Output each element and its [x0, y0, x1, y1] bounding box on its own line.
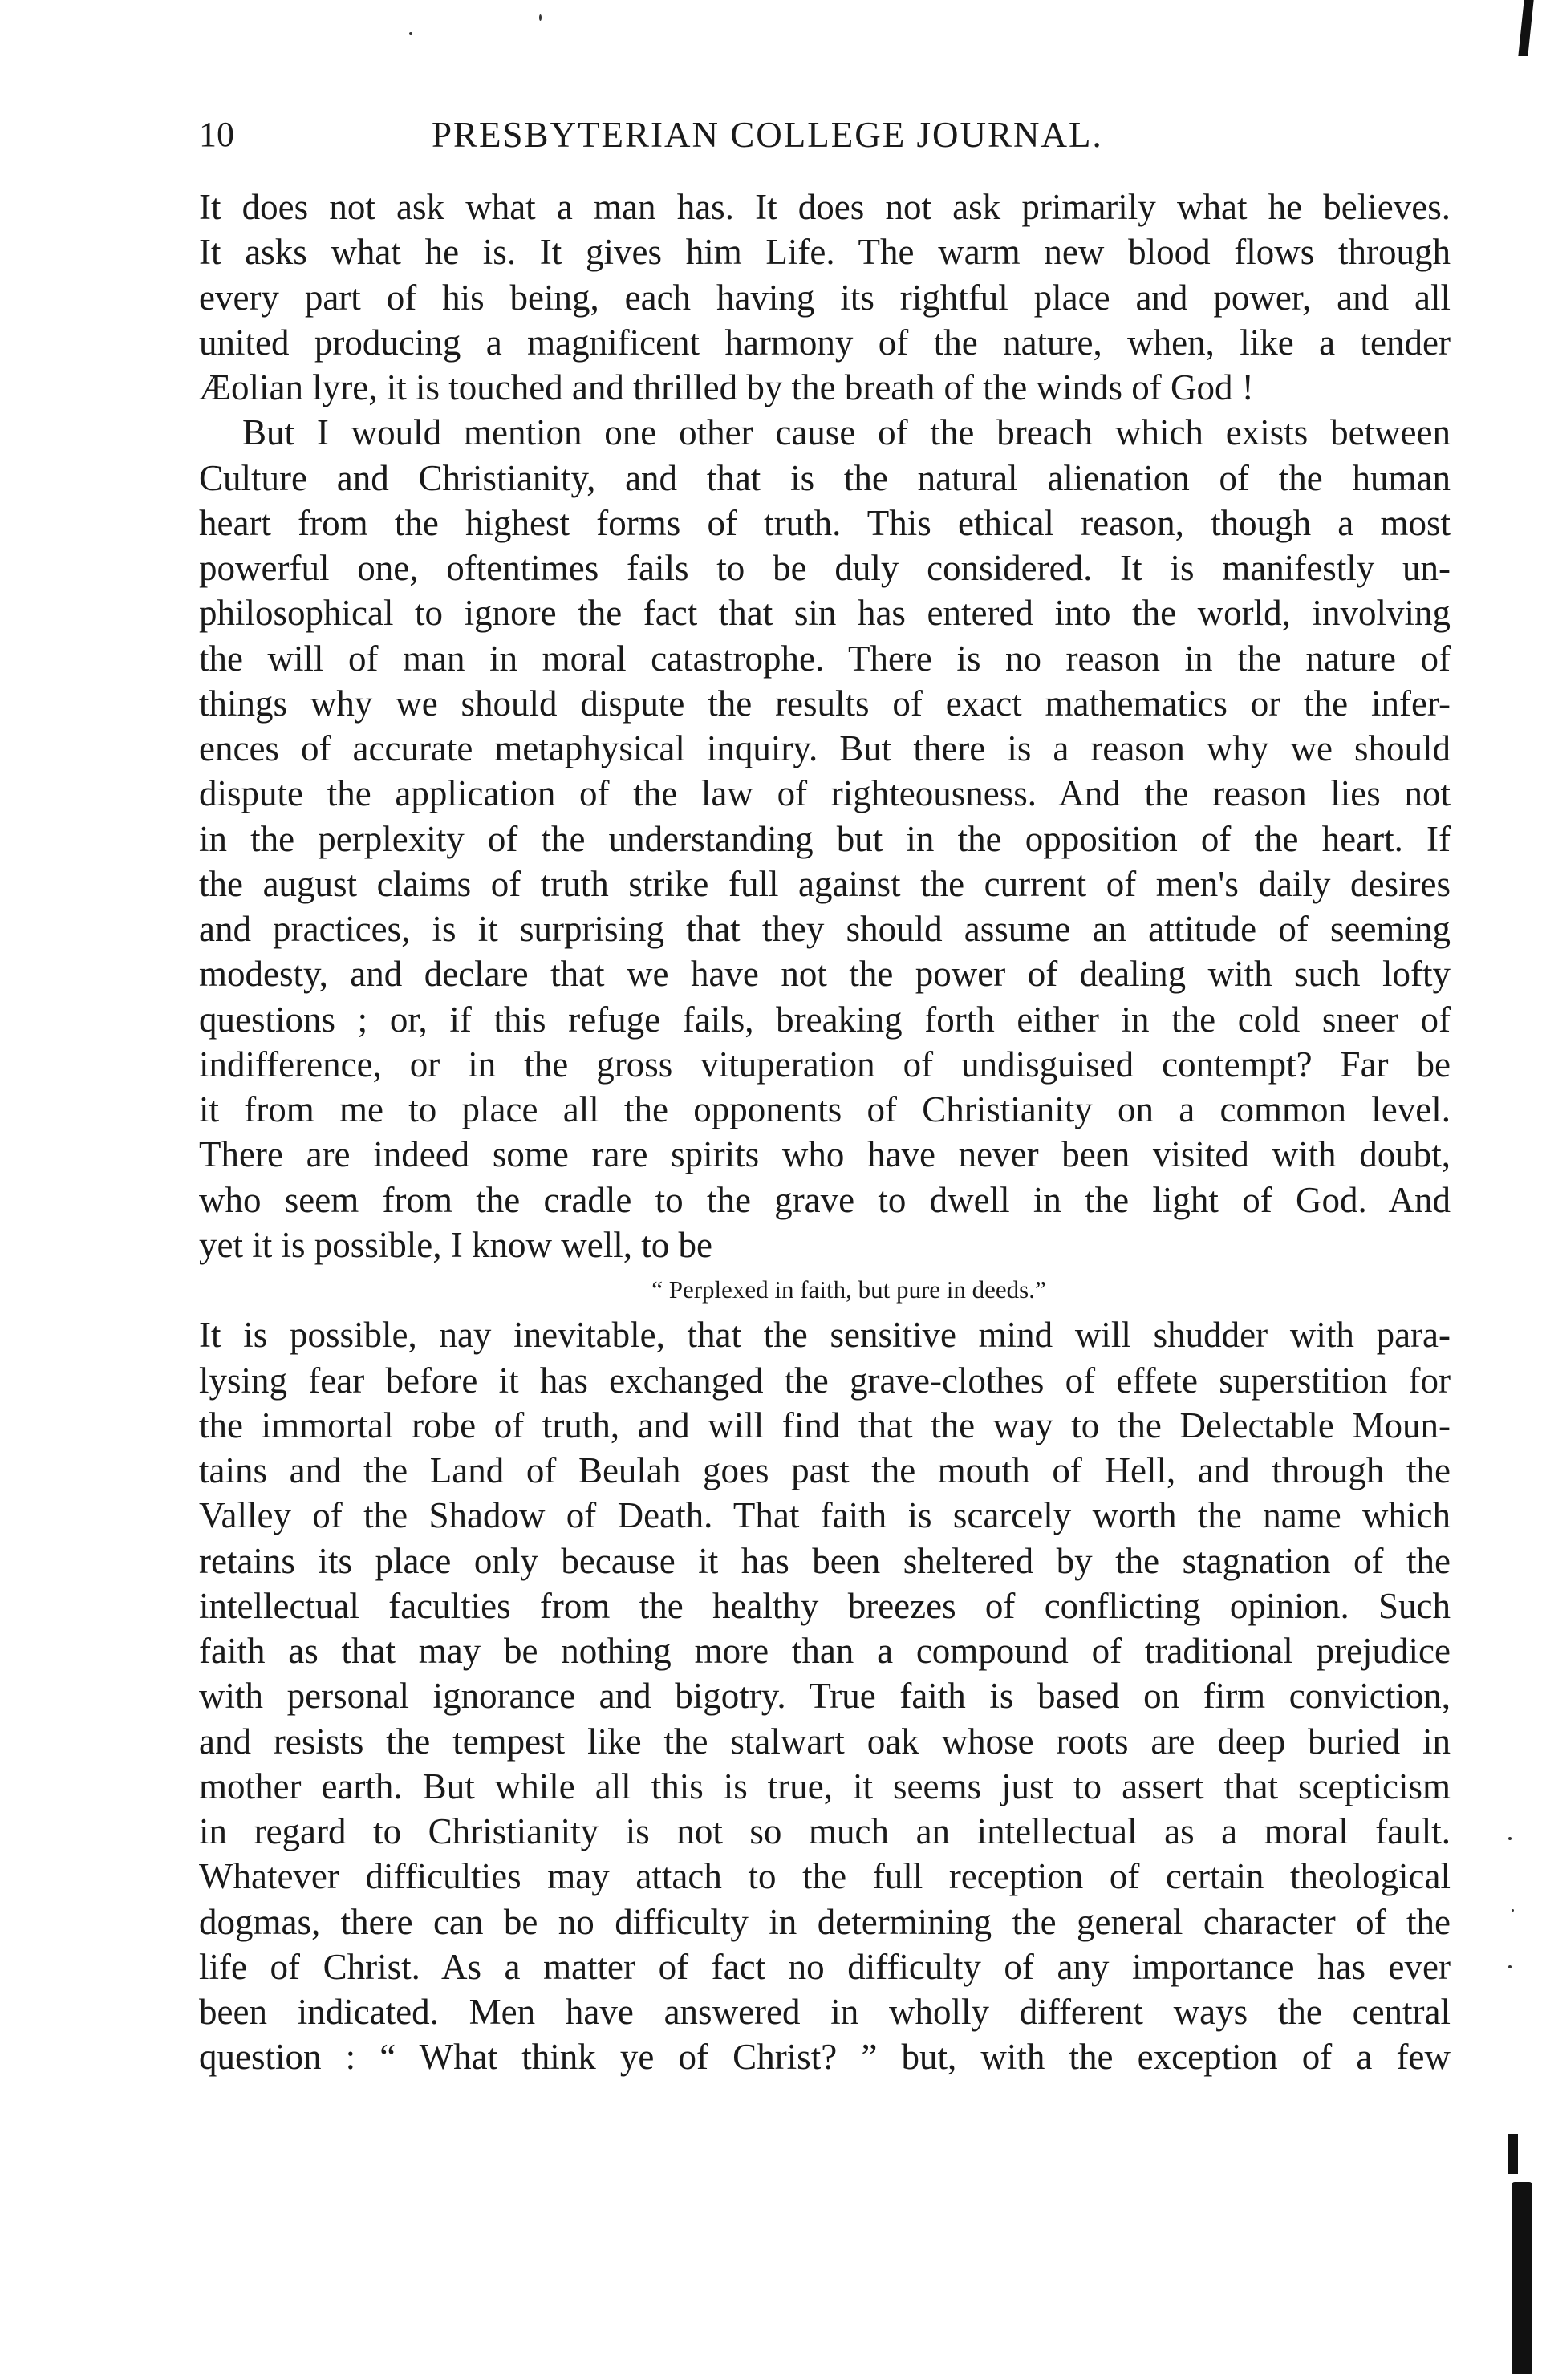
text-line: life of Christ. As a matter of fact no difficulty of any importance has ever: [199, 1946, 1451, 1987]
text-line: question : “ What think ye of Christ? ” but, with the exception of a few: [199, 2037, 1451, 2078]
text-line: lysing fear before it has exchanged the grave-clothes of effete superstition for: [199, 1360, 1451, 1401]
text-line: It does not ask what a man has. It does not ask primarily what he believes.: [199, 187, 1451, 227]
text-line: the will of man in moral catastrophe. There is no reason in the nature of: [199, 638, 1451, 679]
block-quote: “ Perplexed in faith, but pure in deeds.”: [651, 1275, 1046, 1304]
body-text: [199, 184, 1451, 2080]
scan-speck: [1508, 1837, 1512, 1840]
text-line: the immortal robe of truth, and will find that the way to the Delectable Moun-: [199, 1405, 1451, 1445]
text-line: dogmas, there can be no difficulty in determining the general character of the: [199, 1901, 1451, 1942]
text-line: in regard to Christianity is not so much an intellectual as a moral fault.: [199, 1811, 1451, 1851]
text-line: It asks what he is. It gives him Life. The warm new blood flows through: [199, 232, 1451, 273]
text-line: things why we should dispute the results of exact mathematics or the infer-: [199, 683, 1451, 724]
text-line: indifference, or in the gross vituperation of undisguised contempt? Far be: [199, 1044, 1451, 1085]
text-line: united producing a magnificent harmony of the nature, when, like a tender: [199, 322, 1451, 363]
text-line: every part of his being, each having its rightful place and power, and all: [199, 277, 1451, 318]
text-line: yet it is possible, I know well, to be: [199, 1224, 712, 1265]
text-line: philosophical to ignore the fact that sin has entered into the world, involving: [199, 593, 1451, 634]
text-line: the august claims of truth strike full against the current of men's daily desires: [199, 863, 1451, 904]
scan-speck: [409, 32, 412, 35]
text-line: it from me to place all the opponents of Christianity on a common level.: [199, 1089, 1451, 1129]
text-line: But I would mention one other cause of the breach which exists between: [242, 412, 1451, 453]
text-line: Culture and Christianity, and that is the natural alienation of the human: [199, 457, 1451, 498]
text-line: and resists the tempest like the stalwart oak whose roots are deep buried in: [199, 1721, 1451, 1762]
text-line: Æolian lyre, it is touched and thrilled by the breath of the winds of God !: [199, 367, 1254, 407]
scan-speck: [1508, 1965, 1512, 1968]
text-line: in the perplexity of the understanding but in the opposition of the heart. If: [199, 818, 1451, 859]
page-number: 10: [199, 115, 234, 154]
scan-speck: [539, 14, 542, 21]
text-line: retains its place only because it has been sheltered by the stagnation of the: [199, 1540, 1451, 1581]
text-line: ences of accurate metaphysical inquiry. But there is a reason why we should: [199, 728, 1451, 768]
text-line: been indicated. Men have answered in wholly different ways the central: [199, 1992, 1451, 2032]
page-header: [199, 111, 1451, 159]
text-line: tains and the Land of Beulah goes past the mouth of Hell, and through the: [199, 1450, 1451, 1490]
text-line: dispute the application of the law of righteousness. And the reason lies not: [199, 773, 1451, 814]
scan-edge-mark-top: [1518, 0, 1533, 56]
text-line: mother earth. But while all this is true, it seems just to assert that scepticism: [199, 1766, 1451, 1806]
text-line: heart from the highest forms of truth. This ethical reason, though a most: [199, 502, 1451, 543]
text-line: It is possible, nay inevitable, that the sensitive mind will shudder with para-: [199, 1315, 1451, 1356]
text-line: who seem from the cradle to the grave to dwell in the light of God. And: [199, 1179, 1451, 1220]
scan-edge-mark-bottom: [1512, 2182, 1532, 2374]
text-line: powerful one, oftentimes fails to be duly considered. It is manifestly un-: [199, 548, 1451, 588]
text-line: and practices, is it surprising that they should assume an attitude of seeming: [199, 909, 1451, 949]
text-line: with personal ignorance and bigotry. True faith is based on firm conviction,: [199, 1676, 1451, 1717]
text-line: Whatever difficulties may attach to the full reception of certain theological: [199, 1856, 1451, 1897]
text-line: questions ; or, if this refuge fails, breaking forth either in the cold sneer of: [199, 999, 1451, 1040]
running-head: PRESBYTERIAN COLLEGE JOURNAL.: [432, 115, 1103, 155]
scan-speck: [1512, 1909, 1514, 1912]
text-line: intellectual faculties from the healthy breezes of conflicting opinion. Such: [199, 1585, 1451, 1626]
scan-edge-mark-middle: [1508, 2134, 1518, 2174]
text-line: modesty, and declare that we have not the power of dealing with such lofty: [199, 954, 1451, 995]
text-line: There are indeed some rare spirits who have never been visited with doubt,: [199, 1134, 1451, 1175]
text-line: Valley of the Shadow of Death. That faith is scarcely worth the name which: [199, 1495, 1451, 1536]
text-line: faith as that may be nothing more than a compound of traditional prejudice: [199, 1631, 1451, 1671]
